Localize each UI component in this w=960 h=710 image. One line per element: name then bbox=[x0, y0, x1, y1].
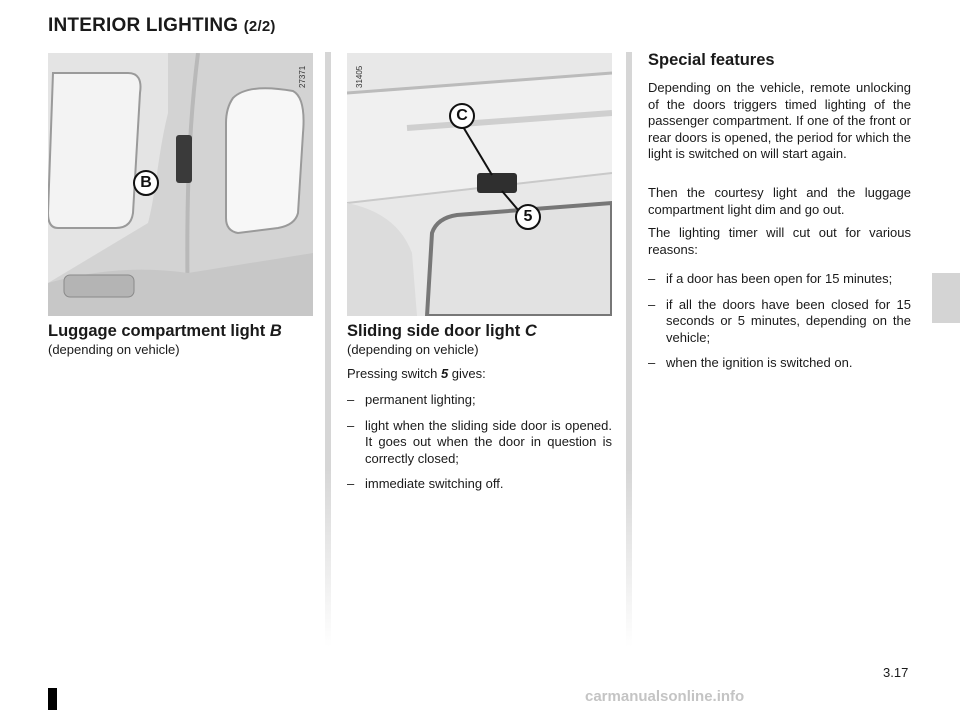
photo-reference-code: 31405 bbox=[355, 65, 364, 88]
switch-functions-list bbox=[347, 392, 612, 502]
list-item: – immediate switching off. bbox=[347, 476, 612, 493]
sliding-door-illustration bbox=[347, 53, 612, 316]
callout-5: 5 bbox=[515, 204, 541, 230]
switch-intro-end: gives: bbox=[451, 366, 486, 381]
sliding-door-photo bbox=[347, 53, 612, 316]
list-item: – when the ignition is switched on. bbox=[648, 355, 911, 372]
luggage-light-heading-text: Luggage compartment light bbox=[48, 322, 266, 340]
sliding-door-heading bbox=[347, 322, 537, 341]
corner-mark bbox=[48, 688, 57, 710]
sliding-door-heading-text: Sliding side door light bbox=[347, 322, 521, 340]
title-text: INTERIOR LIGHTING bbox=[48, 15, 239, 36]
callout-c: C bbox=[449, 103, 475, 129]
list-item: – light when the sliding side door is opened. It goes out when the door in question is correctly closed; bbox=[347, 418, 612, 468]
page-number: 3.17 bbox=[883, 665, 909, 680]
site-watermark: carmanualsonline.info bbox=[585, 688, 745, 705]
special-features-paragraph-2: Then the courtesy light and the luggage compartment light dim and go out. bbox=[648, 185, 911, 217]
column-divider-right bbox=[626, 52, 632, 647]
photo-reference-code: 27371 bbox=[298, 65, 307, 88]
list-item: – if all the doors have been closed for 15 seconds or 5 minutes, depending on the vehicle; bbox=[648, 297, 911, 347]
luggage-light-heading bbox=[48, 322, 282, 341]
switch-intro-text: Pressing switch bbox=[347, 366, 438, 381]
callout-b: B bbox=[133, 170, 159, 196]
special-features-paragraph-1: Depending on the vehicle, remote unlocking of the doors triggers timed lighting of the passenger compartment. If one of the front or rear doors is opened, the period for which the light is switched on will start again. bbox=[648, 80, 911, 161]
sliding-door-letter: C bbox=[524, 322, 537, 340]
luggage-light-note: (depending on vehicle) bbox=[48, 342, 180, 357]
page-title bbox=[48, 15, 276, 37]
switch-intro bbox=[347, 366, 612, 383]
special-features-paragraph-3: The lighting timer will cut out for various reasons: bbox=[648, 225, 911, 257]
special-features-heading: Special features bbox=[648, 51, 775, 69]
column-divider-left bbox=[325, 52, 331, 647]
title-part-indicator: (2/2) bbox=[243, 18, 276, 35]
sliding-door-note: (depending on vehicle) bbox=[347, 342, 479, 357]
list-item: – if a door has been open for 15 minutes; bbox=[648, 271, 911, 288]
timer-cutout-reasons-list bbox=[648, 271, 911, 381]
luggage-compartment-illustration bbox=[48, 53, 313, 316]
section-tab-marker bbox=[932, 273, 960, 323]
luggage-compartment-photo bbox=[48, 53, 313, 316]
switch-number: 5 bbox=[440, 366, 449, 381]
list-item: – permanent lighting; bbox=[347, 392, 612, 409]
luggage-light-letter: B bbox=[269, 322, 282, 340]
